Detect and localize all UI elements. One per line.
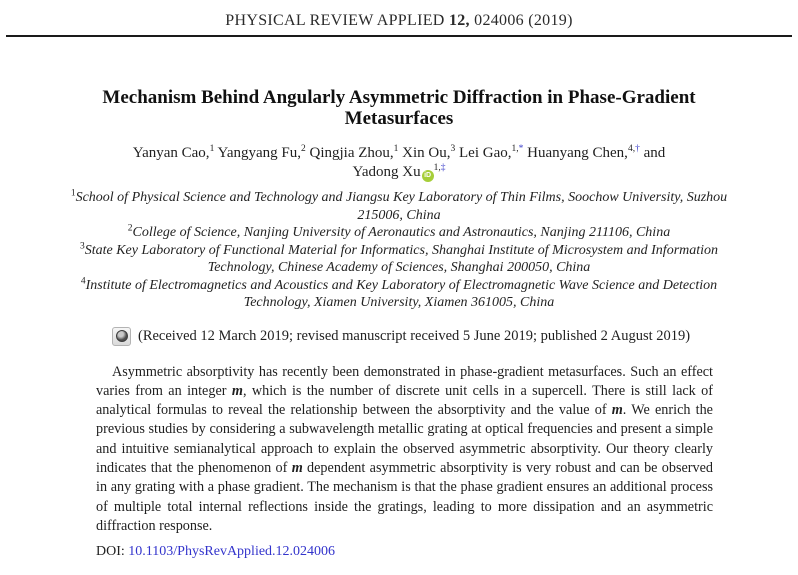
- affiliation-ref: [628, 144, 640, 154]
- affiliation-4: [63, 277, 735, 312]
- author-name: Yadong Xu: [352, 164, 421, 180]
- journal-name: PHYSICAL REVIEW APPLIED: [225, 12, 449, 29]
- paper-title-line1: Mechanism Behind Angularly Asymmetric Diffraction in Phase-Gradient: [102, 87, 696, 108]
- author-list: [69, 144, 729, 182]
- author-name: Qingjia Zhou,: [309, 145, 394, 161]
- affiliation-ref-number: 4,: [627, 144, 636, 154]
- affiliation-ref: 2: [301, 144, 306, 154]
- journal-volume: 12,: [448, 12, 470, 29]
- affiliation-list: [63, 189, 735, 312]
- affiliation-3: [63, 242, 735, 277]
- affiliation-number: 3: [79, 240, 85, 251]
- received-dates-text: (Received 12 March 2019; revised manuscript received 5 June 2019; published 2 August 2019): [138, 327, 691, 344]
- math-var-m: m: [611, 402, 623, 419]
- doi-link[interactable]: 10.1103/PhysRevApplied.12.024006: [128, 544, 336, 560]
- math-var-m: m: [231, 382, 243, 399]
- crossmark-icon[interactable]: [112, 327, 131, 346]
- abstract-seg4: dependent asymmetric absorptivity is very robust and can be observed in any grating with a phase gradient. The mechanism is that the phase gradient ensures an additional process of multiple total internal reflections inside the gratings, leading to more dissipation and an asymmetric diffraction response.: [96, 459, 714, 534]
- footnote-double-dagger-link[interactable]: ‡: [440, 163, 446, 173]
- affiliation-text: School of Physical Science and Technology and Jiangsu Key Laboratory of Thin Films, Soochow University, Suzhou 215006, China: [75, 190, 728, 223]
- crossmark-circle-glyph: [116, 330, 128, 342]
- author-name: Lei Gao,: [459, 145, 512, 161]
- author-yadong-xu: [353, 164, 446, 180]
- journal-header: [0, 0, 798, 30]
- author-name: Xin Ou,: [402, 145, 451, 161]
- and-word: and: [639, 145, 666, 161]
- author-huanyang-chen: [527, 145, 640, 161]
- doi-line: [96, 544, 798, 560]
- author-name: Yangyang Fu,: [217, 145, 302, 161]
- affiliation-2: [63, 224, 735, 242]
- abstract-text: [96, 363, 713, 537]
- author-name: Huanyang Chen,: [527, 145, 628, 161]
- footnote-star-link[interactable]: *: [518, 144, 524, 154]
- author-qingjia-zhou: [310, 145, 399, 161]
- affiliation-text: Institute of Electromagnetics and Acoustics and Key Laboratory of Electromagnetic Wave Science and Detection Technology, Xiamen University, Xiamen 361005, China: [85, 277, 718, 310]
- orcid-icon[interactable]: iD: [422, 170, 434, 182]
- footnote-dagger-link[interactable]: †: [635, 144, 640, 154]
- affiliation-text: State Key Laboratory of Functional Material for Informatics, Shanghai Institute of Microsystem and Information Technology, Chinese Academy of Sciences, Shanghai 200050, China: [84, 242, 719, 275]
- journal-issue: 024006 (2019): [469, 12, 573, 29]
- affiliation-number: 1: [70, 188, 76, 199]
- affiliation-ref: 3: [450, 144, 456, 154]
- author-lei-gao: [459, 145, 523, 161]
- paper-title-line2: Metasurfaces: [344, 108, 454, 129]
- affiliation-ref-number: 1,: [511, 144, 519, 154]
- affiliation-ref: 1: [209, 144, 215, 154]
- abstract-seg2: , which is the number of discrete unit cells in a supercell. There is still lack of analytical formulas to reveal the relationship between the absorptivity and the value of: [96, 382, 714, 419]
- author-yanyan-cao: [133, 145, 215, 161]
- author-line-2: [69, 163, 729, 182]
- affiliation-ref-number: 1,: [433, 163, 441, 173]
- header-rule: [6, 35, 792, 37]
- author-xin-ou: [402, 145, 455, 161]
- affiliation-ref: 1: [393, 144, 399, 154]
- affiliation-ref: [512, 144, 524, 154]
- abstract-seg1: Asymmetric absorptivity has recently been demonstrated in phase-gradient metasurfaces. Such an effect varies from an integer: [96, 363, 713, 399]
- affiliation-text: College of Science, Nanjing University of Aeronautics and Astronautics, Nanjing 211106, China: [132, 225, 671, 240]
- math-var-m: m: [291, 459, 303, 476]
- affiliation-1: [63, 189, 735, 224]
- abstract-seg3: . We enrich the previous studies by considering a subwavelength metallic grating at optical frequencies and present a simple and intuitive semianalytical approach to explain the observed asymmetric absorptivity. Our theory clearly indicates that the phenomenon of: [96, 402, 713, 476]
- affiliation-number: 4: [80, 275, 86, 286]
- author-name: Yanyan Cao,: [132, 145, 210, 161]
- paper-title: [79, 87, 719, 129]
- affiliation-number: 2: [127, 223, 133, 234]
- article-history: [112, 327, 798, 346]
- affiliation-ref: [434, 163, 446, 173]
- doi-label: DOI:: [96, 544, 129, 560]
- author-yangyang-fu: [218, 145, 306, 161]
- author-line-1: [69, 144, 729, 163]
